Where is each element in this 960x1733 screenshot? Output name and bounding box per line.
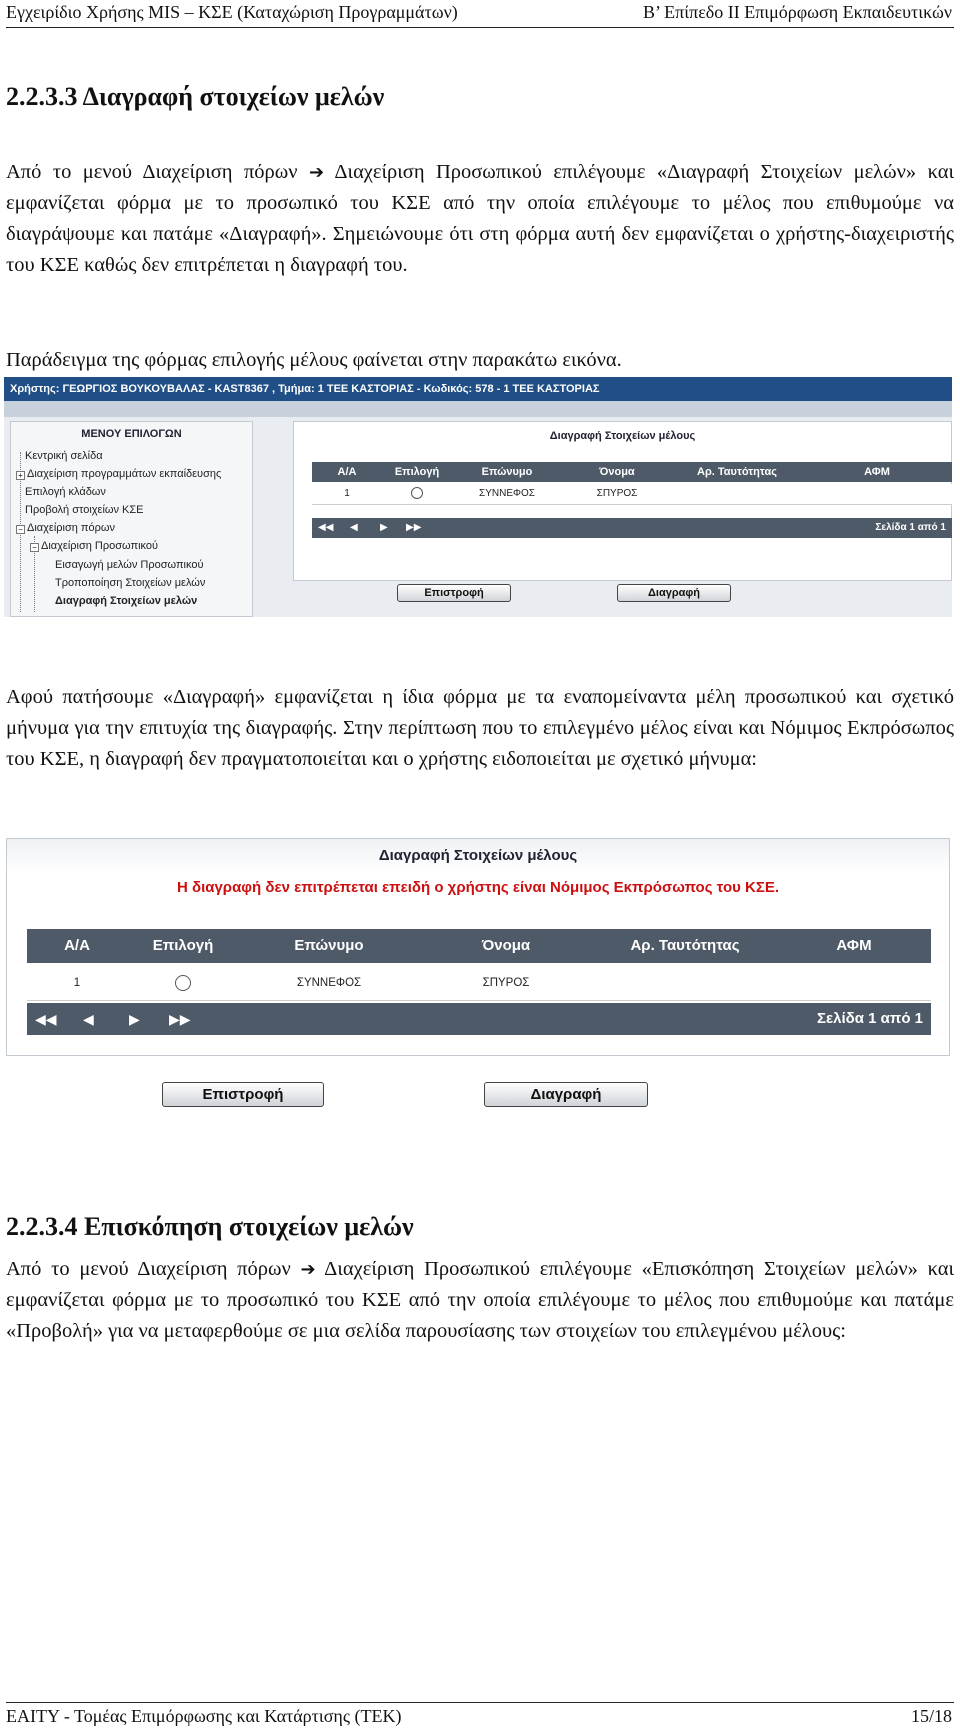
collapse-icon[interactable]: − bbox=[16, 525, 25, 534]
footer-divider bbox=[6, 1702, 954, 1703]
back-button[interactable]: Επιστροφή bbox=[162, 1082, 324, 1107]
screenshot-delete-error-form bbox=[6, 838, 950, 1056]
first-page-icon[interactable]: ◀◀ bbox=[35, 1011, 57, 1027]
page-header-subtitle: Β’ Επίπεδο ΙΙ Επιμόρφωση Εκπαιδευτικών bbox=[643, 2, 952, 22]
column-header-aa: Α/Α bbox=[64, 937, 90, 954]
footer-organization: ΕΑΙΤΥ - Τομέας Επιμόρφωσης και Κατάρτισης (ΤΕΚ) bbox=[6, 1706, 402, 1726]
menu-item-resource-management[interactable]: Διαχείριση πόρων bbox=[27, 522, 115, 534]
section1-paragraph-2: Παράδειγμα της φόρμας επιλογής μέλους φαίνεται στην παρακάτω εικόνα. bbox=[6, 349, 622, 371]
column-header-name: Όνομα bbox=[481, 937, 531, 954]
expand-icon[interactable]: + bbox=[16, 471, 25, 480]
row-name: ΣΠΥΡΟΣ bbox=[596, 488, 638, 499]
panel-title: Διαγραφή Στοιχείων μέλους bbox=[7, 839, 949, 873]
pager-status: Σελίδα 1 από 1 bbox=[875, 522, 946, 533]
select-radio[interactable] bbox=[175, 975, 191, 991]
page-number: 15/18 bbox=[910, 1706, 952, 1726]
menu-item-add-members[interactable]: Εισαγωγή μελών Προσωπικού bbox=[55, 559, 204, 571]
column-header-id-number: Αρ. Ταυτότητας bbox=[697, 466, 777, 478]
section-heading-view-members: 2.2.3.4 Επισκόπηση στοιχείων μελών bbox=[6, 1212, 414, 1241]
row-afm bbox=[777, 966, 931, 1000]
menu-item-home[interactable]: Κεντρική σελίδα bbox=[25, 450, 103, 462]
next-page-icon[interactable]: ▶ bbox=[129, 1011, 140, 1027]
menu-title: ΜΕΝΟΥ ΕΠΙΛΟΓΩΝ bbox=[81, 428, 182, 440]
back-button[interactable]: Επιστροφή bbox=[397, 584, 511, 602]
column-header-select: Επιλογή bbox=[152, 937, 214, 954]
delete-button[interactable]: Διαγραφή bbox=[484, 1082, 648, 1107]
toolbar-strip bbox=[4, 401, 952, 417]
arrow-right-icon: ➔ bbox=[308, 162, 325, 183]
header-divider bbox=[6, 27, 954, 28]
pager-status: Σελίδα 1 από 1 bbox=[816, 1010, 923, 1027]
text: Από το μενού Διαχείριση πόρων bbox=[6, 161, 309, 183]
menu-item-edit-members[interactable]: Τροποποίηση Στοιχείων μελών bbox=[55, 577, 206, 589]
menu-item-view-kse[interactable]: Προβολή στοιχείων ΚΣΕ bbox=[25, 504, 144, 516]
menu-item-personnel-management[interactable]: Διαχείριση Προσωπικού bbox=[41, 540, 159, 552]
last-page-icon[interactable]: ▶▶ bbox=[169, 1011, 191, 1027]
collapse-icon[interactable]: − bbox=[30, 543, 39, 552]
row-name: ΣΠΥΡΟΣ bbox=[482, 977, 530, 989]
error-message: Η διαγραφή δεν επιτρέπεται επειδή ο χρήστης είναι Νόμιμος Εκπρόσωπος του ΚΣΕ. bbox=[176, 879, 780, 896]
column-header-afm: ΑΦΜ bbox=[836, 937, 872, 954]
screenshot-delete-member-form bbox=[4, 377, 952, 617]
first-page-icon[interactable]: ◀◀ bbox=[318, 522, 334, 533]
delete-button[interactable]: Διαγραφή bbox=[617, 584, 731, 602]
prev-page-icon[interactable]: ◀ bbox=[83, 1011, 94, 1027]
section1-paragraph-1 bbox=[6, 157, 954, 281]
table-row[interactable] bbox=[312, 484, 952, 505]
column-header-surname: Επώνυμο bbox=[481, 466, 533, 478]
section1-paragraph-3: Αφού πατήσουμε «Διαγραφή» εμφανίζεται η ίδια φόρμα με τα εναπομείναντα μέλη προσωπικού και σχετικό μήνυμα για την επιτυχία της διαγραφής. Στην περίπτωση που το επιλεγμένο μέλος είναι και Νόμιμος Εκπρόσωπος του ΚΣΕ, η διαγραφή δεν πραγματοποιείται και ο χρήστης ειδοποιείται με σχετικό μήνυμα: bbox=[6, 686, 954, 770]
text: Διαχείριση Προσωπικού επιλέγουμε «Διαγραφή Στοιχείων μελών» και εμφανίζεται φόρμα με το προσωπικό του ΚΣΕ από την οποία επιλέγουμε το μέλος που επιθυμούμε να διαγράψουμε και πατάμε «Διαγραφή». Σημειώνουμε ότι στη φόρμα αυτή δεν εμφανίζεται ο χρήστης-διαχειριστής του ΚΣΕ καθώς δεν επιτρέπεται η διαγραφή του. bbox=[6, 161, 954, 276]
column-header-id-number: Αρ. Ταυτότητας bbox=[630, 937, 740, 954]
delete-member-panel bbox=[293, 421, 952, 581]
text: Από το μενού Διαχείριση πόρων bbox=[6, 1258, 301, 1280]
row-select[interactable] bbox=[382, 484, 452, 504]
column-header-select: Επιλογή bbox=[394, 466, 440, 478]
prev-page-icon[interactable]: ◀ bbox=[350, 522, 358, 533]
row-surname: ΣΥΝΝΕΦΟΣ bbox=[479, 488, 535, 499]
page-header-title: Εγχειρίδιο Χρήσης MIS – ΚΣΕ (Καταχώριση Προγραμμάτων) bbox=[6, 2, 458, 22]
table-header-row bbox=[312, 462, 952, 482]
column-header-afm: ΑΦΜ bbox=[864, 466, 890, 478]
row-id-number bbox=[672, 484, 802, 504]
arrow-right-icon: ➔ bbox=[300, 1259, 316, 1280]
row-id-number bbox=[593, 966, 777, 1000]
select-radio[interactable] bbox=[411, 487, 423, 499]
row-aa: 1 bbox=[344, 488, 350, 499]
text: Διαχείριση Προσωπικού επιλέγουμε «Επισκόπηση Στοιχείων μελών» και εμφανίζεται φόρμα με το προσωπικό του ΚΣΕ από την οποία επιλέγουμε το μέλος που επιθυμούμε και πατάμε «Προβολή» για να μεταφερθούμε σε μια σελίδα παρουσίασης των στοιχείων του επιλεγμένου μέλους: bbox=[6, 1258, 954, 1342]
menu-item-training-programs[interactable]: Διαχείριση προγραμμάτων εκπαίδευσης bbox=[27, 468, 222, 480]
menu-item-delete-members[interactable]: Διαγραφή Στοιχείων μελών bbox=[55, 595, 198, 607]
options-menu bbox=[10, 421, 253, 617]
column-header-surname: Επώνυμο bbox=[294, 937, 364, 954]
table-pager bbox=[27, 1003, 931, 1035]
section2-paragraph-1 bbox=[6, 1254, 954, 1347]
row-surname: ΣΥΝΝΕΦΟΣ bbox=[296, 977, 362, 989]
column-header-aa: Α/Α bbox=[337, 466, 357, 478]
panel-title: Διαγραφή Στοιχείων μέλους bbox=[549, 430, 696, 442]
row-aa: 1 bbox=[73, 977, 81, 989]
table-pager bbox=[312, 518, 952, 538]
row-afm bbox=[802, 484, 952, 504]
menu-item-select-branches[interactable]: Επιλογή κλάδων bbox=[25, 486, 106, 498]
table-row[interactable] bbox=[27, 966, 931, 1001]
column-header-name: Όνομα bbox=[599, 466, 635, 478]
user-info-bar: Χρήστης: ΓΕΩΡΓΙΟΣ ΒΟΥΚΟΥΒΑΛΑΣ - KAST8367 , Τμήμα: 1 ΤΕΕ ΚΑΣΤΟΡΙΑΣ - Κωδικός: 578 - 1 ΤΕΕ ΚΑΣΤΟΡΙΑΣ bbox=[4, 377, 952, 401]
section-heading-delete-members: 2.2.3.3 Διαγραφή στοιχείων μελών bbox=[6, 82, 385, 111]
table-header-row bbox=[27, 929, 931, 963]
last-page-icon[interactable]: ▶▶ bbox=[406, 522, 422, 533]
next-page-icon[interactable]: ▶ bbox=[380, 522, 388, 533]
row-select[interactable] bbox=[127, 966, 239, 1000]
